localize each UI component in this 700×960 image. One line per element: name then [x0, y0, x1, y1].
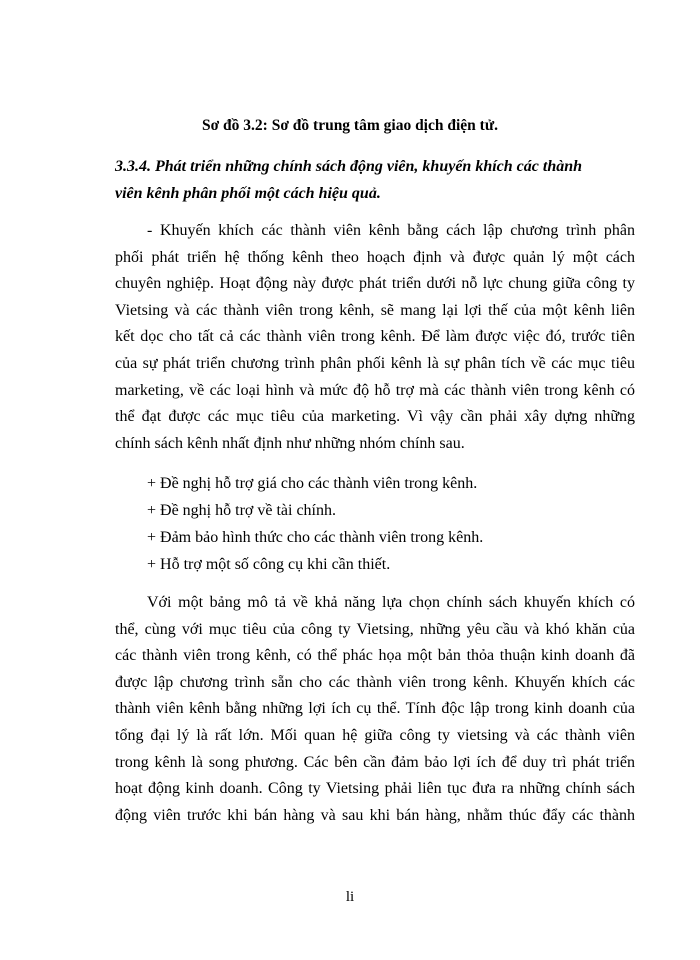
paragraph-line: động viên trước khi bán hàng và sau khi bán hàng, nhằm thúc đẩy các thành	[115, 806, 635, 824]
page-number: li	[345, 889, 355, 905]
paragraph-incentive-programs	[115, 218, 635, 457]
paragraph-line: của sự phát triển chương trình phân phối kênh là sự phân tích về các mục tiêu	[115, 354, 635, 372]
paragraph-line: kết dọc cho tất cả các thành viên trong kênh. Để làm được việc đó, trước tiên	[115, 328, 635, 346]
paragraph-line: thành viên kênh bằng những lợi ích cụ thể. Tính độc lập trong kinh doanh của	[115, 700, 635, 718]
paragraph-line: thể, cùng với mục tiêu của công ty Vietsing, những yêu cầu và khó khăn của	[115, 620, 635, 638]
bullet-item: + Đề nghị hỗ trợ giá cho các thành viên trong kênh.	[147, 475, 478, 492]
paragraph-business-agreement	[115, 590, 635, 829]
bullet-item: + Đảm bảo hình thức cho các thành viên trong kênh.	[147, 529, 484, 546]
section-heading	[115, 153, 635, 207]
paragraph-line: được lập chương trình sẵn cho các thành viên trong kênh. Khuyến khích các	[115, 673, 635, 691]
diagram-caption: Sơ đồ 3.2: Sơ đồ trung tâm giao dịch điện tử.	[201, 117, 499, 134]
paragraph-line: thể đạt được các mục tiêu của marketing. Vì vậy cần phải xây dựng những	[115, 408, 635, 426]
paragraph-line: chuyên nghiệp. Hoạt động này được phát triển dưới nỗ lực chung giữa công ty	[115, 275, 635, 293]
paragraph-line: hoạt động kinh doanh. Công ty Vietsing phải liên tục đưa ra những chính sách	[115, 780, 635, 798]
bullet-item: + Đề nghị hỗ trợ về tài chính.	[147, 502, 336, 519]
section-heading-line-1: 3.3.4. Phát triển những chính sách động viên, khuyến khích các thành	[115, 158, 583, 175]
paragraph-line: Với một bảng mô tả về khả năng lựa chọn chính sách khuyến khích có	[147, 594, 635, 611]
paragraph-line: marketing, về các loại hình và mức độ hỗ trợ mà các thành viên trong kênh có	[115, 381, 635, 399]
paragraph-line: Vietsing và các thành viên trong kênh, sẽ mang lại lợi thế của một kênh liên	[115, 301, 635, 319]
section-heading-line-2: viên kênh phân phối một cách hiệu quả.	[115, 185, 381, 202]
paragraph-line: phối phát triển hệ thống kênh theo hoạch định và được quản lý một cách	[115, 248, 635, 266]
paragraph-line: - Khuyến khích các thành viên kênh bằng cách lập chương trình phân	[147, 222, 635, 239]
paragraph-line: chính sách kênh nhất định như những nhóm chính sau.	[115, 434, 465, 452]
paragraph-line: trong kênh là song phương. Các bên cần đảm bảo lợi ích để duy trì phát triển	[115, 753, 635, 771]
bullet-item: + Hỗ trợ một số công cụ khi cần thiết.	[147, 556, 391, 573]
paragraph-line: các thành viên trong kênh, có thể phác họa một bản thỏa thuận kinh doanh đã	[115, 647, 635, 665]
paragraph-line: tổng đại lý là rất lớn. Mối quan hệ giữa công ty vietsing và các thành viên	[115, 726, 635, 744]
